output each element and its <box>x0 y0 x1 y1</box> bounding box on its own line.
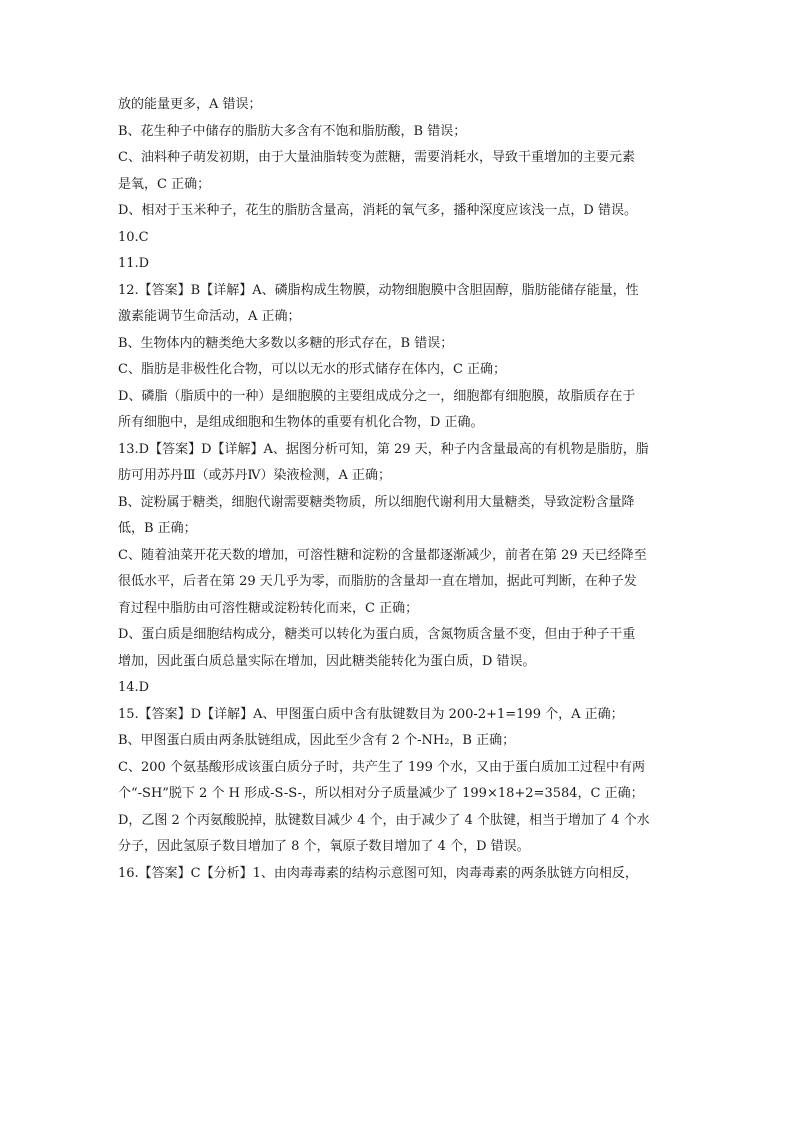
answer-line: 10.C <box>118 229 149 245</box>
text-line: D、磷脂（脂质中的一种）是细胞膜的主要组成成分之一，细胞都有细胞膜，故脂质存在于 <box>118 388 636 404</box>
text-line: 低，B 正确； <box>118 521 197 536</box>
text-line: 育过程中脂肪由可溶性糖或淀粉转化而来，C 正确； <box>118 600 419 616</box>
text-line: 是氧，C 正确； <box>118 176 211 192</box>
text-line: 12.【答案】B【详解】A、磷脂构成生物膜，动物细胞膜中含胆固醇，脂肪能储存能量，性 <box>118 282 639 298</box>
text-line: 很低水平，后者在第 29 天几乎为零，而脂肪的含量却一直在增加，据此可判断，在种子发 <box>118 574 637 589</box>
text-line: C、脂肪是非极性化合物，可以以无水的形式储存在体内，C 正确； <box>118 362 507 377</box>
text-line: 分子，因此氢原子数目增加了 8 个，氧原子数目增加了 4 个，D 错误。 <box>118 839 530 854</box>
answer-line: 11.D <box>118 256 150 271</box>
text-line: D、蛋白质是细胞结构成分，糖类可以转化为蛋白质，含氮物质含量不变，但由于种子干重 <box>118 627 636 642</box>
document-page <box>118 92 678 887</box>
text-line: C、随着油菜开花天数的增加，可溶性糖和淀粉的含量都逐渐减少，前者在第 29 天已经降至 <box>118 547 647 563</box>
text-line: C、油料种子萌发初期，由于大量油脂转变为蔗糖，需要消耗水，导致干重增加的主要元素 <box>118 150 635 165</box>
text-line: 放的能量更多，A 错误； <box>118 97 262 112</box>
text-line: D，乙图 2 个丙氨酸脱掉，肽键数目减少 4 个，由于减少了 4 个肽键，相当于增加了 4 个水 <box>118 812 650 828</box>
text-line: B、淀粉属于糖类，细胞代谢需要糖类物质，所以细胞代谢利用大量糖类，导致淀粉含量降 <box>118 494 635 510</box>
text-line: C、200 个氨基酸形成该蛋白质分子时，共产生了 199 个水，又由于蛋白质加工过程中有两 <box>118 759 645 775</box>
text-line: D、相对于玉米种子，花生的脂肪含量高，消耗的氧气多，播种深度应该浅一点，D 错误。 <box>118 203 637 218</box>
text-line: 肪可用苏丹Ⅲ（或苏丹Ⅳ）染液检测，A 正确； <box>118 468 392 483</box>
answer-line: 14.D <box>118 680 150 695</box>
text-line: 个“-SH”脱下 2 个 H 形成-S-S-，所以相对分子质量减少了 199×18+2=3584，C 正确； <box>118 786 644 801</box>
text-line: 增加，因此蛋白质总量实际在增加，因此糖类能转化为蛋白质，D 错误。 <box>118 653 536 669</box>
text-line: 所有细胞中，是组成细胞和生物体的重要有机化合物，D 正确。 <box>118 415 484 430</box>
text-line: B、生物体内的糖类绝大多数以多糖的形式存在，B 错误； <box>118 335 454 351</box>
text-line: B、甲图蛋白质由两条肽链组成，因此至少含有 2 个-NH₂，B 正确； <box>118 733 516 748</box>
text-line: 16.【答案】C【分析】1、由肉毒毒素的结构示意图可知，肉毒毒素的两条肽链方向相反， <box>118 865 638 881</box>
text-line: B、花生种子中储存的脂肪大多含有不饱和脂肪酸，B 错误； <box>118 123 467 139</box>
text-line: 激素能调节生命活动，A 正确； <box>118 309 301 324</box>
text-line: 15.【答案】D【详解】A、甲图蛋白质中含有肽键数目为 200-2+1=199 个，A 正确； <box>118 706 624 722</box>
text-line: 13.D【答案】D【详解】A、据图分析可知，第 29 天，种子内含量最高的有机物是脂肪，脂 <box>118 441 649 457</box>
